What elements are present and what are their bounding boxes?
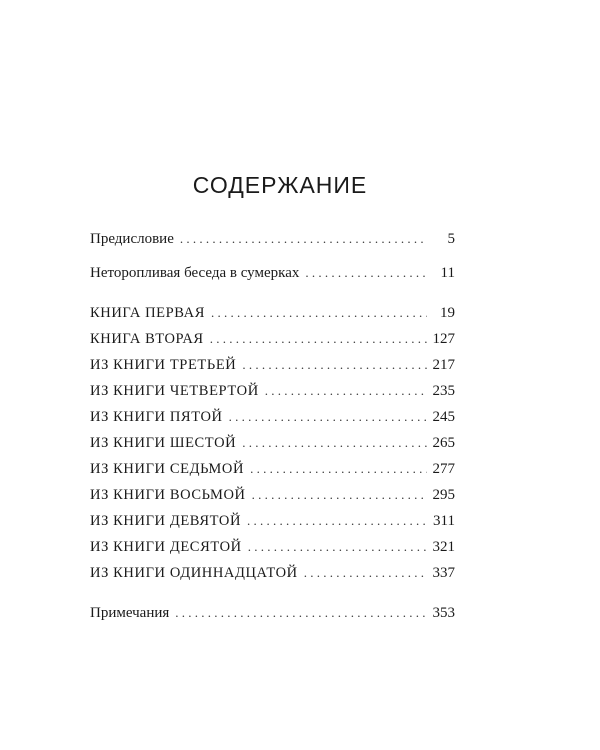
dot-leader xyxy=(229,407,427,427)
dot-leader xyxy=(175,603,427,623)
toc-page-number: 217 xyxy=(432,357,455,373)
toc-page-number: 311 xyxy=(433,513,455,529)
toc-entry xyxy=(90,433,455,459)
toc-entry-title: ИЗ КНИГИ СЕДЬМОЙ xyxy=(90,461,245,477)
toc-entry xyxy=(90,511,455,537)
toc-page-number: 265 xyxy=(432,435,455,451)
toc-page-number: 19 xyxy=(440,305,455,321)
toc-page-number: 337 xyxy=(432,565,455,581)
table-of-contents xyxy=(90,229,455,629)
toc-entry-title: Примечания xyxy=(90,605,170,621)
toc-entry xyxy=(90,329,455,355)
toc-entry xyxy=(90,303,455,329)
toc-entry xyxy=(90,229,455,255)
toc-entry-title: ИЗ КНИГИ ШЕСТОЙ xyxy=(90,435,237,451)
toc-page-number: 245 xyxy=(432,409,455,425)
toc-entry-title: ИЗ КНИГИ ПЯТОЙ xyxy=(90,409,223,425)
toc-entry xyxy=(90,355,455,381)
dot-leader xyxy=(305,263,427,283)
toc-entry xyxy=(90,407,455,433)
dot-leader xyxy=(242,433,427,453)
page-title: СОДЕРЖАНИЕ xyxy=(192,172,368,198)
dot-leader xyxy=(248,537,427,557)
toc-entry xyxy=(90,537,455,563)
dot-leader xyxy=(242,355,427,375)
toc-entry-title: ИЗ КНИГИ ОДИННАДЦАТОЙ xyxy=(90,565,298,581)
dot-leader xyxy=(304,563,427,583)
dot-leader xyxy=(250,459,427,479)
toc-entry-title: ИЗ КНИГИ ЧЕТВЕРТОЙ xyxy=(90,383,259,399)
toc-page-number: 295 xyxy=(432,487,455,503)
toc-entry-title: ИЗ КНИГИ ДЕСЯТОЙ xyxy=(90,539,242,555)
dot-leader xyxy=(210,329,427,349)
toc-entry xyxy=(90,485,455,511)
dot-leader xyxy=(211,303,427,323)
toc-entry xyxy=(90,603,455,629)
toc-page-number: 127 xyxy=(432,331,455,347)
toc-entry xyxy=(90,563,455,589)
dot-leader xyxy=(252,485,427,505)
toc-entry-title: ИЗ КНИГИ ДЕВЯТОЙ xyxy=(90,513,242,529)
dot-leader xyxy=(180,229,427,249)
toc-entry xyxy=(90,381,455,407)
toc-entry-title: ИЗ КНИГИ ТРЕТЬЕЙ xyxy=(90,357,237,373)
toc-entry-title: КНИГА ВТОРАЯ xyxy=(90,331,204,347)
toc-page-number: 321 xyxy=(432,539,455,555)
toc-page-number: 277 xyxy=(432,461,455,477)
toc-entry-title: ИЗ КНИГИ ВОСЬМОЙ xyxy=(90,487,246,503)
toc-page-number: 235 xyxy=(432,383,455,399)
toc-page-number: 353 xyxy=(432,605,455,621)
toc-entry-title: КНИГА ПЕРВАЯ xyxy=(90,305,206,321)
toc-page-number: 5 xyxy=(447,231,455,247)
toc-entry-title: Неторопливая беседа в сумерках xyxy=(90,265,300,281)
toc-entry-title: Предисловие xyxy=(90,231,174,247)
toc-page-number: 11 xyxy=(440,265,455,281)
dot-leader xyxy=(247,511,427,531)
toc-entry xyxy=(90,459,455,485)
toc-entry xyxy=(90,263,455,289)
dot-leader xyxy=(265,381,427,401)
